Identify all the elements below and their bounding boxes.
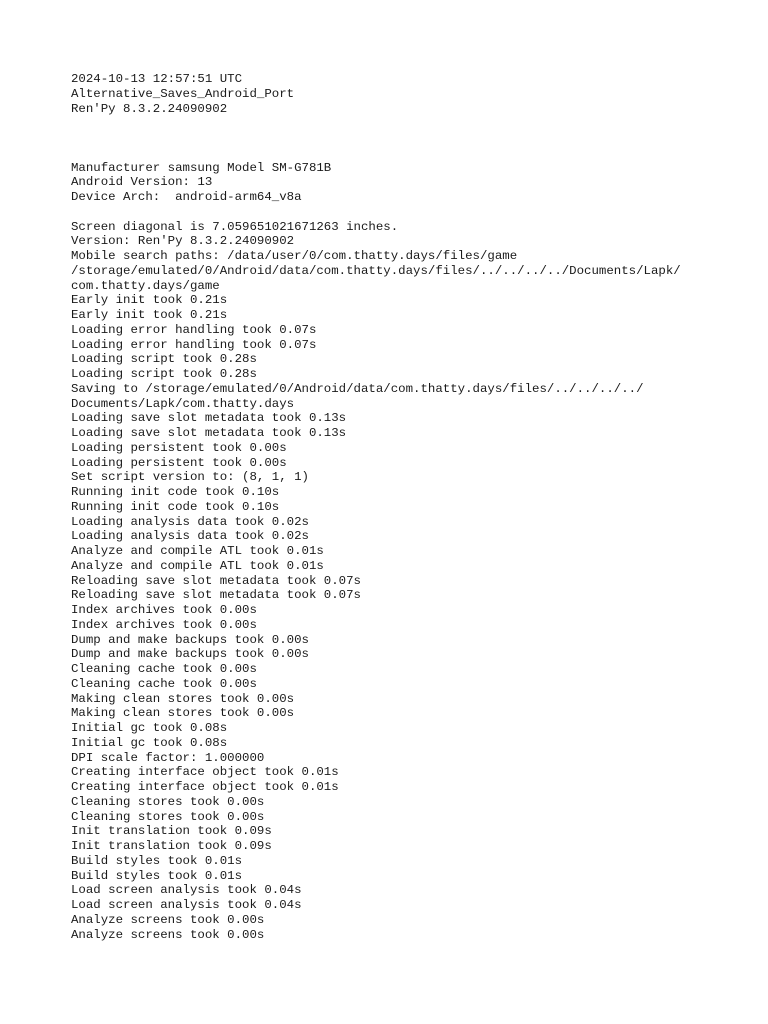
log-line: Loading save slot metadata took 0.13s: [71, 411, 347, 426]
project-name-line: Alternative_Saves_Android_Port: [71, 86, 295, 101]
log-line: Loading script took 0.28s: [71, 367, 257, 381]
log-line: Creating interface object took 0.01s: [71, 765, 339, 780]
log-line: Loading analysis data took 0.02s: [71, 529, 309, 544]
log-line: Loading persistent took 0.00s: [71, 440, 287, 455]
manufacturer-line: Manufacturer samsung Model SM-G781B: [71, 160, 332, 175]
log-line: Reloading save slot metadata took 0.07s: [71, 573, 361, 588]
log-line: Cleaning cache took 0.00s: [71, 662, 257, 676]
log-line: Making clean stores took 0.00s: [71, 706, 295, 721]
timestamp-line: 2024-10-13 12:57:51 UTC: [71, 72, 243, 86]
log-line: Version: Ren'Py 8.3.2.24090902: [71, 234, 295, 249]
log-line: Saving to /storage/emulated/0/Android/data/com.thatty.days/files/../../../../: [71, 381, 644, 396]
log-line: Loading script took 0.28s: [71, 352, 257, 367]
log-line: Index archives took 0.00s: [71, 603, 257, 617]
log-line: Creating interface object took 0.01s: [71, 780, 339, 794]
log-line: Dump and make backups took 0.00s: [71, 647, 309, 662]
log-line: /storage/emulated/0/Android/data/com.thatty.days/files/../../../../Documents/Lapk/: [71, 263, 681, 278]
log-line: Loading error handling took 0.07s: [71, 322, 317, 337]
log-line: Cleaning stores took 0.00s: [71, 809, 265, 824]
log-line: Mobile search paths: /data/user/0/com.thatty.days/files/game: [71, 249, 518, 263]
log-line: Analyze screens took 0.00s: [71, 912, 265, 927]
android-version-line: Android Version: 13: [71, 175, 213, 190]
log-line: Analyze and compile ATL took 0.01s: [71, 558, 324, 573]
log-line: Analyze and compile ATL took 0.01s: [71, 544, 324, 558]
log-line: Running init code took 0.10s: [71, 499, 280, 514]
log-line: Build styles took 0.01s: [71, 853, 243, 868]
log-line: Documents/Lapk/com.thatty.days: [71, 396, 295, 411]
log-line: com.thatty.days/game: [71, 278, 220, 293]
renpy-version-line: Ren'Py 8.3.2.24090902: [71, 101, 228, 116]
log-line: Loading persistent took 0.00s: [71, 455, 287, 470]
spacer: [71, 116, 751, 160]
log-line: Initial gc took 0.08s: [71, 735, 228, 750]
log-line: DPI scale factor: 1.000000: [71, 750, 265, 765]
device-arch-line: Device Arch: android-arm64_v8a: [71, 190, 302, 204]
spacer: [71, 205, 751, 220]
log-line: Screen diagonal is 7.059651021671263 inches.: [71, 219, 399, 234]
log-line: Loading analysis data took 0.02s: [71, 514, 309, 529]
log-line: Early init took 0.21s: [71, 293, 228, 308]
log-line: Running init code took 0.10s: [71, 485, 280, 499]
log-line: Early init took 0.21s: [71, 308, 228, 322]
log-line: Set script version to: (8, 1, 1): [71, 470, 309, 485]
log-document: [71, 72, 751, 942]
log-line: Cleaning stores took 0.00s: [71, 794, 265, 809]
log-line: Making clean stores took 0.00s: [71, 691, 295, 706]
log-line: Initial gc took 0.08s: [71, 721, 228, 735]
log-line: Reloading save slot metadata took 0.07s: [71, 588, 361, 603]
log-line: Load screen analysis took 0.04s: [71, 898, 302, 912]
log-line: Loading save slot metadata took 0.13s: [71, 426, 347, 440]
log-line: Load screen analysis took 0.04s: [71, 883, 302, 898]
log-lines: [71, 220, 751, 943]
log-line: Loading error handling took 0.07s: [71, 337, 317, 352]
log-line: Analyze screens took 0.00s: [71, 927, 265, 942]
log-line: Init translation took 0.09s: [71, 824, 272, 839]
log-line: Index archives took 0.00s: [71, 617, 257, 632]
log-line: Dump and make backups took 0.00s: [71, 632, 309, 647]
log-line: Cleaning cache took 0.00s: [71, 676, 257, 691]
log-line: Init translation took 0.09s: [71, 839, 272, 853]
log-line: Build styles took 0.01s: [71, 868, 243, 883]
